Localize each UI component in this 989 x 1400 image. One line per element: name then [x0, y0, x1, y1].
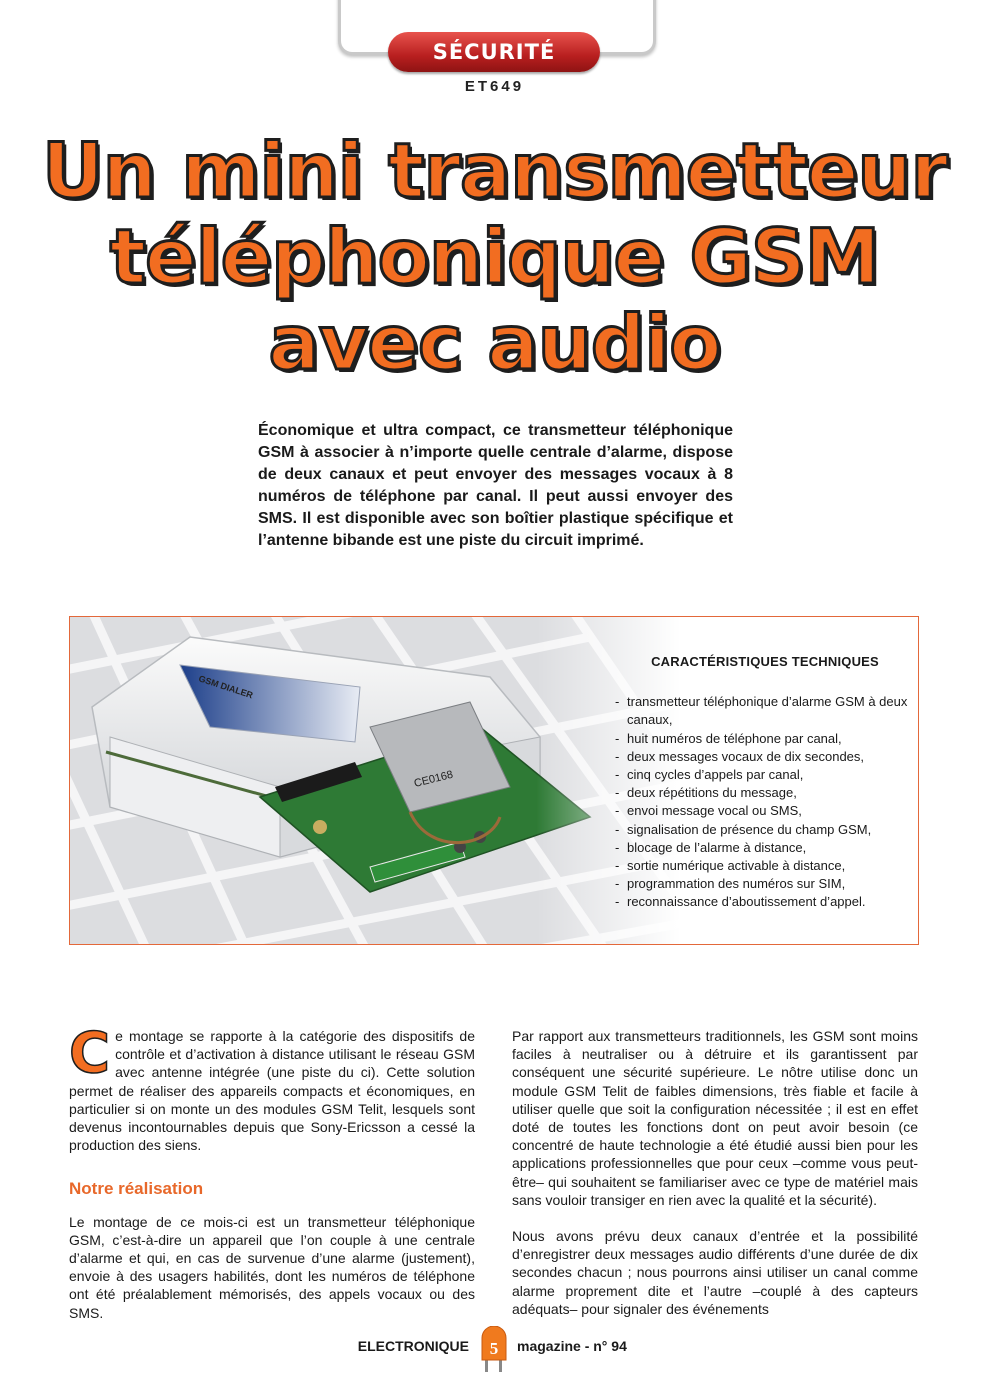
- page-number: 5: [489, 1339, 499, 1358]
- body-paragraph: [69, 1021, 475, 1154]
- page-footer: [0, 1332, 989, 1372]
- spec-item: - envoi message vocal ou SMS,: [615, 802, 915, 820]
- spec-item: - sortie numérique activable à distance,: [615, 857, 915, 875]
- body-paragraph: Par rapport aux transmetteurs traditionnels, les GSM sont moins faciles à neutraliser ou à détruire et ils garantissent par conséquent une sécurité supérieure. Le nôtre utilise donc un module GSM Telit de faibles dimensions, très fiable et facile à utiliser quelle que soit la configuration nécessitée ; il est en effet doté de toutes les fonctions dont on peut avoir besoin (ce concentré de haute technologie a été étudié aussi bien pour les applications professionnelles que pour ceux –comme vous peut-être– qui souhaitent se familiariser avec ce type de matériel mais sans vouloir transiger en rien avec la qualité et la sécurité).: [512, 1028, 918, 1208]
- product-figure: [69, 616, 919, 945]
- body-paragraph: Le montage de ce mois-ci est un transmetteur téléphonique GSM, c’est-à-dire un appareil que l’on couple à une centrale d’alarme et qui, en cas de survenue d’une alarme (justement), envoie à des usagers habilités, dont les numéros de téléphone ont été préalablement mémorisés, des appels vocaux ou des SMS.: [69, 1213, 475, 1321]
- spec-item: - reconnaissance d’aboutissement d’appel.: [615, 893, 915, 911]
- spec-item: - deux messages vocaux de dix secondes,: [615, 748, 915, 766]
- magazine-name-left: ELECTRONIQUE: [357, 1338, 469, 1354]
- body-column-left: [69, 1021, 475, 1340]
- article-reference: ET649: [464, 78, 525, 95]
- section-label: SÉCURITÉ: [388, 32, 600, 72]
- title-line-2: téléphonique GSM: [109, 212, 880, 301]
- intro-paragraph: Économique et ultra compact, ce transmetteur téléphonique GSM à associer à n’importe quelle centrale d’alarme, dispose de deux canaux et peut envoyer des messages vocaux à 8 numéros de téléphone par canal. Il peut aussi envoyer des SMS. Il est disponible avec son boîtier plastique spécifique et l’antenne bibande est une piste du circuit imprimé.: [258, 422, 733, 549]
- spec-item: - cinq cycles d’appels par canal,: [615, 766, 915, 784]
- spec-item: - huit numéros de téléphone par canal,: [615, 730, 915, 748]
- spec-item: - deux répétitions du message,: [615, 784, 915, 802]
- spec-item: - programmation des numéros sur SIM,: [615, 875, 915, 893]
- spec-item: - blocage de l’alarme à distance,: [615, 839, 915, 857]
- body-paragraph: Nous avons prévu deux canaux d’entrée et la possibilité d’enregistrer deux messages audio différents d’une durée de dix secondes chacun ; nous pourrons ainsi utiliser un canal comme alarme proprement dite et l’autre –couplé à des capteurs adéquats– pour signaler des événements: [512, 1228, 918, 1317]
- spec-item: - transmetteur téléphonique d’alarme GSM à deux canaux,: [615, 693, 915, 729]
- title-line-1: Un mini transmetteur: [41, 126, 948, 215]
- title-line-3: avec audio: [268, 298, 721, 387]
- body-column-right: [512, 1027, 918, 1336]
- body-text: e montage se rapporte à la catégorie des dispositifs de contrôle et d’activation à distance utilisant le réseau GSM avec antenne intégrée (une piste du ci). Cette solution permet de réaliser des appareils compacts et économiques, en particulier si on monte un des modules GSM Telit, lesquels sont devenus incontournables depuis que Sony-Ericsson a cessé la production des siens.: [69, 1028, 475, 1154]
- specs-list: [615, 693, 915, 911]
- drop-cap: C: [69, 1021, 111, 1086]
- spec-item: - signalisation de présence du champ GSM,: [615, 821, 915, 839]
- magazine-name-right: magazine - n° 94: [517, 1338, 627, 1354]
- specs-title: CARACTÉRISTIQUES TECHNIQUES: [651, 654, 879, 669]
- section-heading: Notre réalisation: [69, 1179, 204, 1199]
- led-page-icon: [479, 1326, 509, 1372]
- technical-specs: [615, 653, 915, 912]
- article-title: [40, 128, 949, 386]
